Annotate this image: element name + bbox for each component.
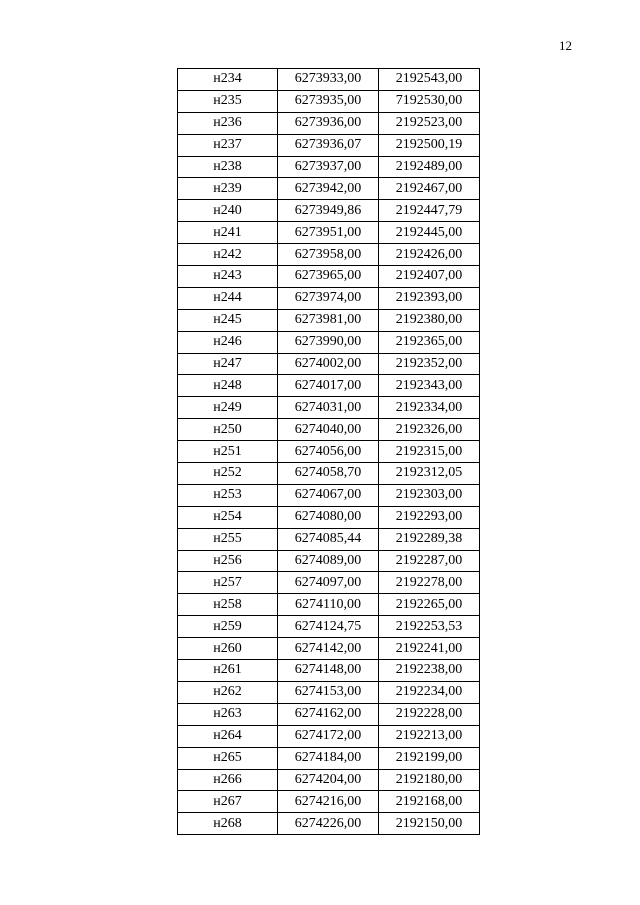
point-label-cell: н255 <box>178 528 278 550</box>
y-coordinate-cell: 2192199,00 <box>379 747 480 769</box>
table-row <box>178 616 480 638</box>
x-coordinate-cell: 6274184,00 <box>278 747 379 769</box>
x-coordinate-cell: 6273942,00 <box>278 178 379 200</box>
point-label-cell: н266 <box>178 769 278 791</box>
y-coordinate-cell: 2192241,00 <box>379 638 480 660</box>
y-coordinate-cell: 2192352,00 <box>379 353 480 375</box>
x-coordinate-cell: 6274172,00 <box>278 725 379 747</box>
point-label-cell: н260 <box>178 638 278 660</box>
table-row <box>178 419 480 441</box>
point-label-cell: н243 <box>178 266 278 288</box>
y-coordinate-cell: 2192228,00 <box>379 703 480 725</box>
table-row <box>178 463 480 485</box>
y-coordinate-cell: 2192234,00 <box>379 681 480 703</box>
point-label-cell: н249 <box>178 397 278 419</box>
x-coordinate-cell: 6274085,44 <box>278 528 379 550</box>
coordinates-table-body <box>178 69 480 835</box>
table-row <box>178 331 480 353</box>
table-row <box>178 747 480 769</box>
x-coordinate-cell: 6274080,00 <box>278 506 379 528</box>
table-row <box>178 703 480 725</box>
y-coordinate-cell: 2192303,00 <box>379 484 480 506</box>
y-coordinate-cell: 2192238,00 <box>379 660 480 682</box>
x-coordinate-cell: 6273958,00 <box>278 244 379 266</box>
x-coordinate-cell: 6274056,00 <box>278 441 379 463</box>
table-row <box>178 222 480 244</box>
table-row <box>178 309 480 331</box>
x-coordinate-cell: 6274058,70 <box>278 463 379 485</box>
point-label-cell: н253 <box>178 484 278 506</box>
y-coordinate-cell: 2192426,00 <box>379 244 480 266</box>
y-coordinate-cell: 2192543,00 <box>379 69 480 91</box>
x-coordinate-cell: 6274226,00 <box>278 813 379 835</box>
table-row <box>178 287 480 309</box>
x-coordinate-cell: 6274089,00 <box>278 550 379 572</box>
table-row <box>178 572 480 594</box>
x-coordinate-cell: 6274097,00 <box>278 572 379 594</box>
table-row <box>178 375 480 397</box>
table-row <box>178 156 480 178</box>
x-coordinate-cell: 6274040,00 <box>278 419 379 441</box>
x-coordinate-cell: 6273937,00 <box>278 156 379 178</box>
y-coordinate-cell: 7192530,00 <box>379 90 480 112</box>
x-coordinate-cell: 6274153,00 <box>278 681 379 703</box>
point-label-cell: н265 <box>178 747 278 769</box>
table-row <box>178 813 480 835</box>
point-label-cell: н239 <box>178 178 278 200</box>
table-row <box>178 725 480 747</box>
point-label-cell: н250 <box>178 419 278 441</box>
table-row <box>178 244 480 266</box>
point-label-cell: н237 <box>178 134 278 156</box>
point-label-cell: н241 <box>178 222 278 244</box>
table-row <box>178 397 480 419</box>
point-label-cell: н262 <box>178 681 278 703</box>
x-coordinate-cell: 6274031,00 <box>278 397 379 419</box>
y-coordinate-cell: 2192489,00 <box>379 156 480 178</box>
table-row <box>178 550 480 572</box>
point-label-cell: н235 <box>178 90 278 112</box>
x-coordinate-cell: 6274148,00 <box>278 660 379 682</box>
x-coordinate-cell: 6273935,00 <box>278 90 379 112</box>
x-coordinate-cell: 6273965,00 <box>278 266 379 288</box>
table-row <box>178 506 480 528</box>
coordinates-table <box>177 68 480 835</box>
point-label-cell: н245 <box>178 309 278 331</box>
y-coordinate-cell: 2192447,79 <box>379 200 480 222</box>
point-label-cell: н240 <box>178 200 278 222</box>
table-row <box>178 594 480 616</box>
x-coordinate-cell: 6273990,00 <box>278 331 379 353</box>
y-coordinate-cell: 2192287,00 <box>379 550 480 572</box>
point-label-cell: н258 <box>178 594 278 616</box>
point-label-cell: н234 <box>178 69 278 91</box>
y-coordinate-cell: 2192293,00 <box>379 506 480 528</box>
point-label-cell: н254 <box>178 506 278 528</box>
y-coordinate-cell: 2192393,00 <box>379 287 480 309</box>
y-coordinate-cell: 2192365,00 <box>379 331 480 353</box>
y-coordinate-cell: 2192278,00 <box>379 572 480 594</box>
point-label-cell: н268 <box>178 813 278 835</box>
point-label-cell: н257 <box>178 572 278 594</box>
y-coordinate-cell: 2192523,00 <box>379 112 480 134</box>
x-coordinate-cell: 6274002,00 <box>278 353 379 375</box>
y-coordinate-cell: 2192289,38 <box>379 528 480 550</box>
y-coordinate-cell: 2192326,00 <box>379 419 480 441</box>
y-coordinate-cell: 2192180,00 <box>379 769 480 791</box>
point-label-cell: н252 <box>178 463 278 485</box>
point-label-cell: н236 <box>178 112 278 134</box>
table-row <box>178 528 480 550</box>
table-row <box>178 353 480 375</box>
x-coordinate-cell: 6273951,00 <box>278 222 379 244</box>
table-row <box>178 90 480 112</box>
x-coordinate-cell: 6274216,00 <box>278 791 379 813</box>
y-coordinate-cell: 2192265,00 <box>379 594 480 616</box>
point-label-cell: н248 <box>178 375 278 397</box>
point-label-cell: н251 <box>178 441 278 463</box>
table-row <box>178 69 480 91</box>
y-coordinate-cell: 2192343,00 <box>379 375 480 397</box>
point-label-cell: н261 <box>178 660 278 682</box>
y-coordinate-cell: 2192253,53 <box>379 616 480 638</box>
y-coordinate-cell: 2192334,00 <box>379 397 480 419</box>
table-row <box>178 200 480 222</box>
point-label-cell: н267 <box>178 791 278 813</box>
table-row <box>178 638 480 660</box>
point-label-cell: н238 <box>178 156 278 178</box>
page-number: 12 <box>559 38 572 53</box>
table-row <box>178 134 480 156</box>
y-coordinate-cell: 2192445,00 <box>379 222 480 244</box>
table-row <box>178 660 480 682</box>
x-coordinate-cell: 6273949,86 <box>278 200 379 222</box>
y-coordinate-cell: 2192168,00 <box>379 791 480 813</box>
table-row <box>178 484 480 506</box>
point-label-cell: н244 <box>178 287 278 309</box>
table-row <box>178 681 480 703</box>
table-row <box>178 266 480 288</box>
x-coordinate-cell: 6274110,00 <box>278 594 379 616</box>
y-coordinate-cell: 2192213,00 <box>379 725 480 747</box>
point-label-cell: н247 <box>178 353 278 375</box>
y-coordinate-cell: 2192312,05 <box>379 463 480 485</box>
y-coordinate-cell: 2192380,00 <box>379 309 480 331</box>
x-coordinate-cell: 6273981,00 <box>278 309 379 331</box>
y-coordinate-cell: 2192150,00 <box>379 813 480 835</box>
y-coordinate-cell: 2192407,00 <box>379 266 480 288</box>
point-label-cell: н263 <box>178 703 278 725</box>
point-label-cell: н242 <box>178 244 278 266</box>
y-coordinate-cell: 2192467,00 <box>379 178 480 200</box>
table-row <box>178 791 480 813</box>
table-row <box>178 441 480 463</box>
x-coordinate-cell: 6273974,00 <box>278 287 379 309</box>
table-row <box>178 178 480 200</box>
point-label-cell: н256 <box>178 550 278 572</box>
point-label-cell: н264 <box>178 725 278 747</box>
y-coordinate-cell: 2192500,19 <box>379 134 480 156</box>
x-coordinate-cell: 6273936,07 <box>278 134 379 156</box>
x-coordinate-cell: 6273933,00 <box>278 69 379 91</box>
x-coordinate-cell: 6273936,00 <box>278 112 379 134</box>
x-coordinate-cell: 6274162,00 <box>278 703 379 725</box>
x-coordinate-cell: 6274017,00 <box>278 375 379 397</box>
x-coordinate-cell: 6274204,00 <box>278 769 379 791</box>
x-coordinate-cell: 6274142,00 <box>278 638 379 660</box>
table-row <box>178 112 480 134</box>
table-row <box>178 769 480 791</box>
x-coordinate-cell: 6274124,75 <box>278 616 379 638</box>
x-coordinate-cell: 6274067,00 <box>278 484 379 506</box>
point-label-cell: н259 <box>178 616 278 638</box>
point-label-cell: н246 <box>178 331 278 353</box>
y-coordinate-cell: 2192315,00 <box>379 441 480 463</box>
